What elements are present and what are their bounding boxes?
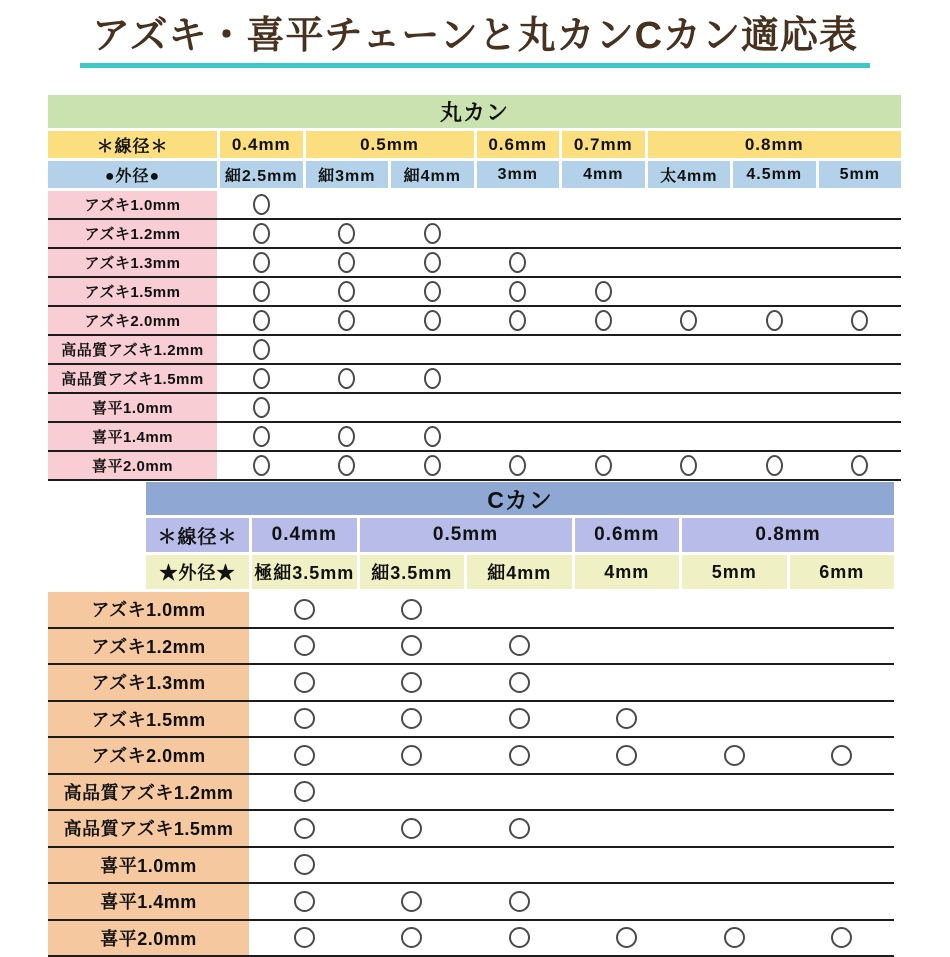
compatibility-cell [252,738,357,773]
compatible-circle-icon [766,310,783,331]
compatibility-cell [575,884,680,919]
header-spacer [48,555,143,589]
compatible-circle-icon [338,426,355,447]
compatibility-cell [819,307,902,334]
compatibility-cell [819,452,902,479]
compatible-circle-icon [294,927,315,948]
compatibility-cell [360,848,465,883]
compatible-circle-icon [509,455,526,476]
compatibility-cell [733,336,816,363]
compatible-circle-icon [509,927,530,948]
compatible-circle-icon [401,891,422,912]
compatibility-cell [477,336,560,363]
outer-diameter-value: 5mm [819,161,902,188]
outer-diameter-value: 細4mm [391,161,474,188]
compatibility-cell [467,811,572,846]
compatibility-cell [477,191,560,218]
compatibility-cell [306,191,389,218]
compatibility-cell [306,423,389,450]
outer-diameter-value: 4.5mm [733,161,816,188]
compatibility-cell [648,452,731,479]
page-title: アズキ・喜平チェーンと丸カンCカン適応表 [80,14,870,68]
outer-diameter-value: 極細3.5mm [252,555,357,589]
chain-type-label: アズキ2.0mm [48,738,249,773]
compatibility-cell [682,884,787,919]
compatibility-cell [467,665,572,700]
compatible-circle-icon [401,599,422,620]
chain-type-label: 喜平2.0mm [48,452,217,479]
compatibility-cell [562,452,645,479]
compatibility-cell [391,278,474,305]
ckan-table-body [48,592,894,957]
compatible-circle-icon [294,818,315,839]
compatible-circle-icon [401,745,422,766]
compatible-circle-icon [595,310,612,331]
compatibility-cell [819,191,902,218]
compatibility-cell [575,775,680,810]
compatible-circle-icon [424,368,441,389]
compatibility-cell [575,811,680,846]
compatible-circle-icon [401,818,422,839]
table-row [48,848,894,885]
compatibility-cell [790,665,895,700]
compatible-circle-icon [294,854,315,875]
compatibility-cell [220,278,303,305]
table-row [48,452,901,481]
compatibility-cell [819,394,902,421]
table-row [48,665,894,702]
compatibility-cell [819,336,902,363]
compatibility-cell [682,775,787,810]
marukan-table-header [48,95,901,188]
compatibility-cell [220,452,303,479]
compatible-circle-icon [424,455,441,476]
compatibility-cell [819,423,902,450]
compatible-circle-icon [724,745,745,766]
compatibility-cell [306,365,389,392]
compatibility-cell [733,191,816,218]
compatible-circle-icon [424,310,441,331]
outer-diameter-value: 細4mm [467,555,572,589]
ckan-compatibility-table [48,482,894,957]
chain-type-label: 喜平1.0mm [48,848,249,883]
compatibility-cell [575,738,680,773]
table-row [48,394,901,423]
wire-diameter-value: 0.6mm [477,131,560,158]
chain-type-label: アズキ1.3mm [48,249,217,276]
compatible-circle-icon [253,194,270,215]
header-spacer [48,482,143,515]
compatible-circle-icon [338,455,355,476]
compatibility-cell [391,307,474,334]
compatibility-cell [360,738,465,773]
chain-type-label: アズキ1.2mm [48,220,217,247]
wire-diameter-value: 0.8mm [648,131,902,158]
compatibility-cell [467,629,572,664]
compatible-circle-icon [509,672,530,693]
compatibility-cell [648,220,731,247]
outer-diameter-value: 3mm [477,161,560,188]
table-row [48,249,901,278]
compatibility-cell [467,702,572,737]
compatible-circle-icon [680,310,697,331]
wire-diameter-label: ＊線径＊ [146,518,249,552]
wire-diameter-value: 0.8mm [682,518,894,552]
chain-type-label: アズキ1.5mm [48,278,217,305]
table-row [48,365,901,394]
compatibility-cell [306,220,389,247]
compatibility-cell [648,249,731,276]
chain-type-label: 高品質アズキ1.2mm [48,336,217,363]
compatibility-cell [306,278,389,305]
compatibility-cell [306,452,389,479]
chain-type-label: 喜平2.0mm [48,921,249,956]
compatibility-cell [252,592,357,627]
compatibility-cell [391,452,474,479]
compatibility-cell [790,702,895,737]
compatibility-cell [790,848,895,883]
compatibility-cell [648,278,731,305]
compatibility-cell [391,423,474,450]
compatibility-cell [682,811,787,846]
wire-diameter-value: 0.4mm [220,131,303,158]
wire-diameter-label: ＊線径＊ [48,131,217,158]
compatible-circle-icon [294,745,315,766]
compatible-circle-icon [509,310,526,331]
compatibility-cell [733,365,816,392]
compatibility-cell [682,629,787,664]
compatibility-cell [790,811,895,846]
compatible-circle-icon [338,281,355,302]
compatibility-cell [562,307,645,334]
compatibility-cell [467,884,572,919]
wire-diameter-value: 0.5mm [306,131,474,158]
compatibility-cell [360,811,465,846]
compatible-circle-icon [424,252,441,273]
marukan-compatibility-table [48,95,901,481]
outer-diameter-value: 5mm [682,555,787,589]
chain-type-label: アズキ2.0mm [48,307,217,334]
outer-diameter-value: 6mm [790,555,895,589]
marukan-table-body [48,191,901,481]
compatibility-cell [477,452,560,479]
compatibility-cell [562,365,645,392]
table-row [48,220,901,249]
compatibility-cell [477,220,560,247]
compatibility-cell [682,702,787,737]
compatibility-cell [252,629,357,664]
compatibility-cell [467,592,572,627]
compatibility-cell [391,394,474,421]
compatible-circle-icon [766,455,783,476]
wire-diameter-value: 0.7mm [562,131,645,158]
compatible-circle-icon [401,635,422,656]
table-row [48,592,894,629]
outer-diameter-value: 4mm [575,555,680,589]
compatible-circle-icon [424,426,441,447]
compatibility-cell [819,220,902,247]
compatible-circle-icon [338,368,355,389]
compatibility-cell [819,365,902,392]
table-row [48,738,894,775]
table-row [48,336,901,365]
compatible-circle-icon [509,281,526,302]
compatible-circle-icon [509,635,530,656]
compatible-circle-icon [338,252,355,273]
header-spacer [48,518,143,552]
compatibility-cell [575,665,680,700]
compatibility-cell [733,220,816,247]
compatibility-cell [252,884,357,919]
outer-diameter-value: 太4mm [648,161,731,188]
compatibility-cell [306,336,389,363]
compatibility-cell [790,592,895,627]
compatibility-cell [252,665,357,700]
table-row [48,191,901,220]
chain-type-label: アズキ1.0mm [48,592,249,627]
chain-type-label: アズキ1.2mm [48,629,249,664]
compatibility-cell [562,249,645,276]
compatible-circle-icon [253,310,270,331]
compatibility-cell [648,394,731,421]
compatibility-cell [575,592,680,627]
compatibility-cell [733,307,816,334]
table-title: 丸カン [48,95,901,128]
ckan-table-header [48,482,894,589]
compatibility-cell [819,249,902,276]
compatibility-cell [733,394,816,421]
compatibility-cell [733,452,816,479]
compatible-circle-icon [831,745,852,766]
compatibility-cell [252,702,357,737]
table-row [48,775,894,812]
compatible-circle-icon [509,252,526,273]
compatibility-cell [306,307,389,334]
compatibility-cell [360,629,465,664]
compatibility-cell [252,811,357,846]
chain-type-label: アズキ1.5mm [48,702,249,737]
table-row [48,921,894,957]
compatibility-cell [733,249,816,276]
compatibility-cell [360,775,465,810]
chain-type-label: アズキ1.0mm [48,191,217,218]
wire-diameter-value: 0.5mm [360,518,572,552]
chain-type-label: 高品質アズキ1.5mm [48,811,249,846]
compatibility-cell [252,848,357,883]
compatibility-cell [682,592,787,627]
chain-type-label: アズキ1.3mm [48,665,249,700]
compatibility-cell [360,592,465,627]
compatible-circle-icon [294,672,315,693]
compatibility-cell [391,365,474,392]
table-title: Cカン [146,482,894,515]
compatibility-cell [790,775,895,810]
compatibility-cell [220,307,303,334]
compatible-circle-icon [595,281,612,302]
compatible-circle-icon [338,223,355,244]
compatibility-cell [682,848,787,883]
compatible-circle-icon [294,781,315,802]
compatibility-cell [391,336,474,363]
compatibility-cell [252,775,357,810]
compatibility-cell [733,278,816,305]
compatible-circle-icon [338,310,355,331]
outer-diameter-value: 4mm [562,161,645,188]
compatibility-cell [220,394,303,421]
compatibility-cell [648,336,731,363]
compatible-circle-icon [509,891,530,912]
compatibility-cell [562,336,645,363]
compatibility-cell [391,220,474,247]
wire-diameter-value: 0.4mm [252,518,357,552]
chain-type-label: 喜平1.0mm [48,394,217,421]
compatible-circle-icon [424,281,441,302]
compatible-circle-icon [294,708,315,729]
compatible-circle-icon [509,745,530,766]
compatibility-cell [575,702,680,737]
table-row [48,307,901,336]
compatibility-cell [790,884,895,919]
compatibility-cell [648,423,731,450]
compatibility-cell [477,307,560,334]
compatible-circle-icon [294,599,315,620]
chain-type-label: 高品質アズキ1.5mm [48,365,217,392]
compatibility-cell [467,775,572,810]
compatibility-cell [477,394,560,421]
compatibility-cell [648,307,731,334]
compatibility-cell [733,423,816,450]
compatibility-cell [467,738,572,773]
compatibility-cell [306,394,389,421]
compatible-circle-icon [253,397,270,418]
compatibility-cell [682,738,787,773]
compatibility-cell [220,336,303,363]
compatibility-cell [648,365,731,392]
table-row [48,629,894,666]
compatibility-cell [467,848,572,883]
compatible-circle-icon [509,818,530,839]
compatible-circle-icon [253,252,270,273]
compatibility-cell [562,191,645,218]
compatible-circle-icon [253,223,270,244]
compatible-circle-icon [401,927,422,948]
outer-diameter-value: 細3.5mm [360,555,465,589]
outer-diameter-label: ●外径● [48,161,217,188]
table-row [48,884,894,921]
compatible-circle-icon [509,708,530,729]
compatible-circle-icon [253,455,270,476]
outer-diameter-label: ★外径★ [146,555,249,589]
compatible-circle-icon [294,635,315,656]
compatibility-cell [220,191,303,218]
compatibility-cell [682,665,787,700]
chain-type-label: 喜平1.4mm [48,884,249,919]
wire-diameter-value: 0.6mm [575,518,680,552]
compatible-circle-icon [294,891,315,912]
compatibility-cell [562,220,645,247]
compatible-circle-icon [851,455,868,476]
compatibility-cell [575,848,680,883]
compatible-circle-icon [616,745,637,766]
compatibility-cell [391,191,474,218]
compatible-circle-icon [680,455,697,476]
compatibility-cell [790,738,895,773]
chain-type-label: 高品質アズキ1.2mm [48,775,249,810]
compatible-circle-icon [253,426,270,447]
outer-diameter-value: 細3mm [306,161,389,188]
compatibility-cell [360,665,465,700]
compatibility-cell [819,278,902,305]
compatibility-cell [360,702,465,737]
page-header [0,14,950,68]
compatibility-cell [220,220,303,247]
compatibility-cell [562,278,645,305]
compatible-circle-icon [253,339,270,360]
table-row [48,702,894,739]
compatible-circle-icon [253,368,270,389]
outer-diameter-value: 細2.5mm [220,161,303,188]
compatibility-cell [648,191,731,218]
compatibility-cell [306,249,389,276]
compatibility-cell [562,423,645,450]
compatibility-cell [575,629,680,664]
compatible-circle-icon [724,927,745,948]
compatibility-cell [790,629,895,664]
compatible-circle-icon [401,708,422,729]
compatibility-cell [360,884,465,919]
compatibility-cell [477,365,560,392]
compatible-circle-icon [253,281,270,302]
compatibility-cell [391,249,474,276]
compatible-circle-icon [831,927,852,948]
compatible-circle-icon [424,223,441,244]
compatible-circle-icon [851,310,868,331]
compatibility-cell [220,365,303,392]
compatible-circle-icon [595,455,612,476]
compatibility-cell [220,423,303,450]
compatible-circle-icon [401,672,422,693]
compatible-circle-icon [616,708,637,729]
compatibility-cell [220,249,303,276]
chain-type-label: 喜平1.4mm [48,423,217,450]
compatibility-cell [477,249,560,276]
compatible-circle-icon [616,927,637,948]
table-row [48,423,901,452]
table-row [48,278,901,307]
table-row [48,811,894,848]
compatibility-cell [477,423,560,450]
compatibility-cell [562,394,645,421]
compatibility-cell [477,278,560,305]
